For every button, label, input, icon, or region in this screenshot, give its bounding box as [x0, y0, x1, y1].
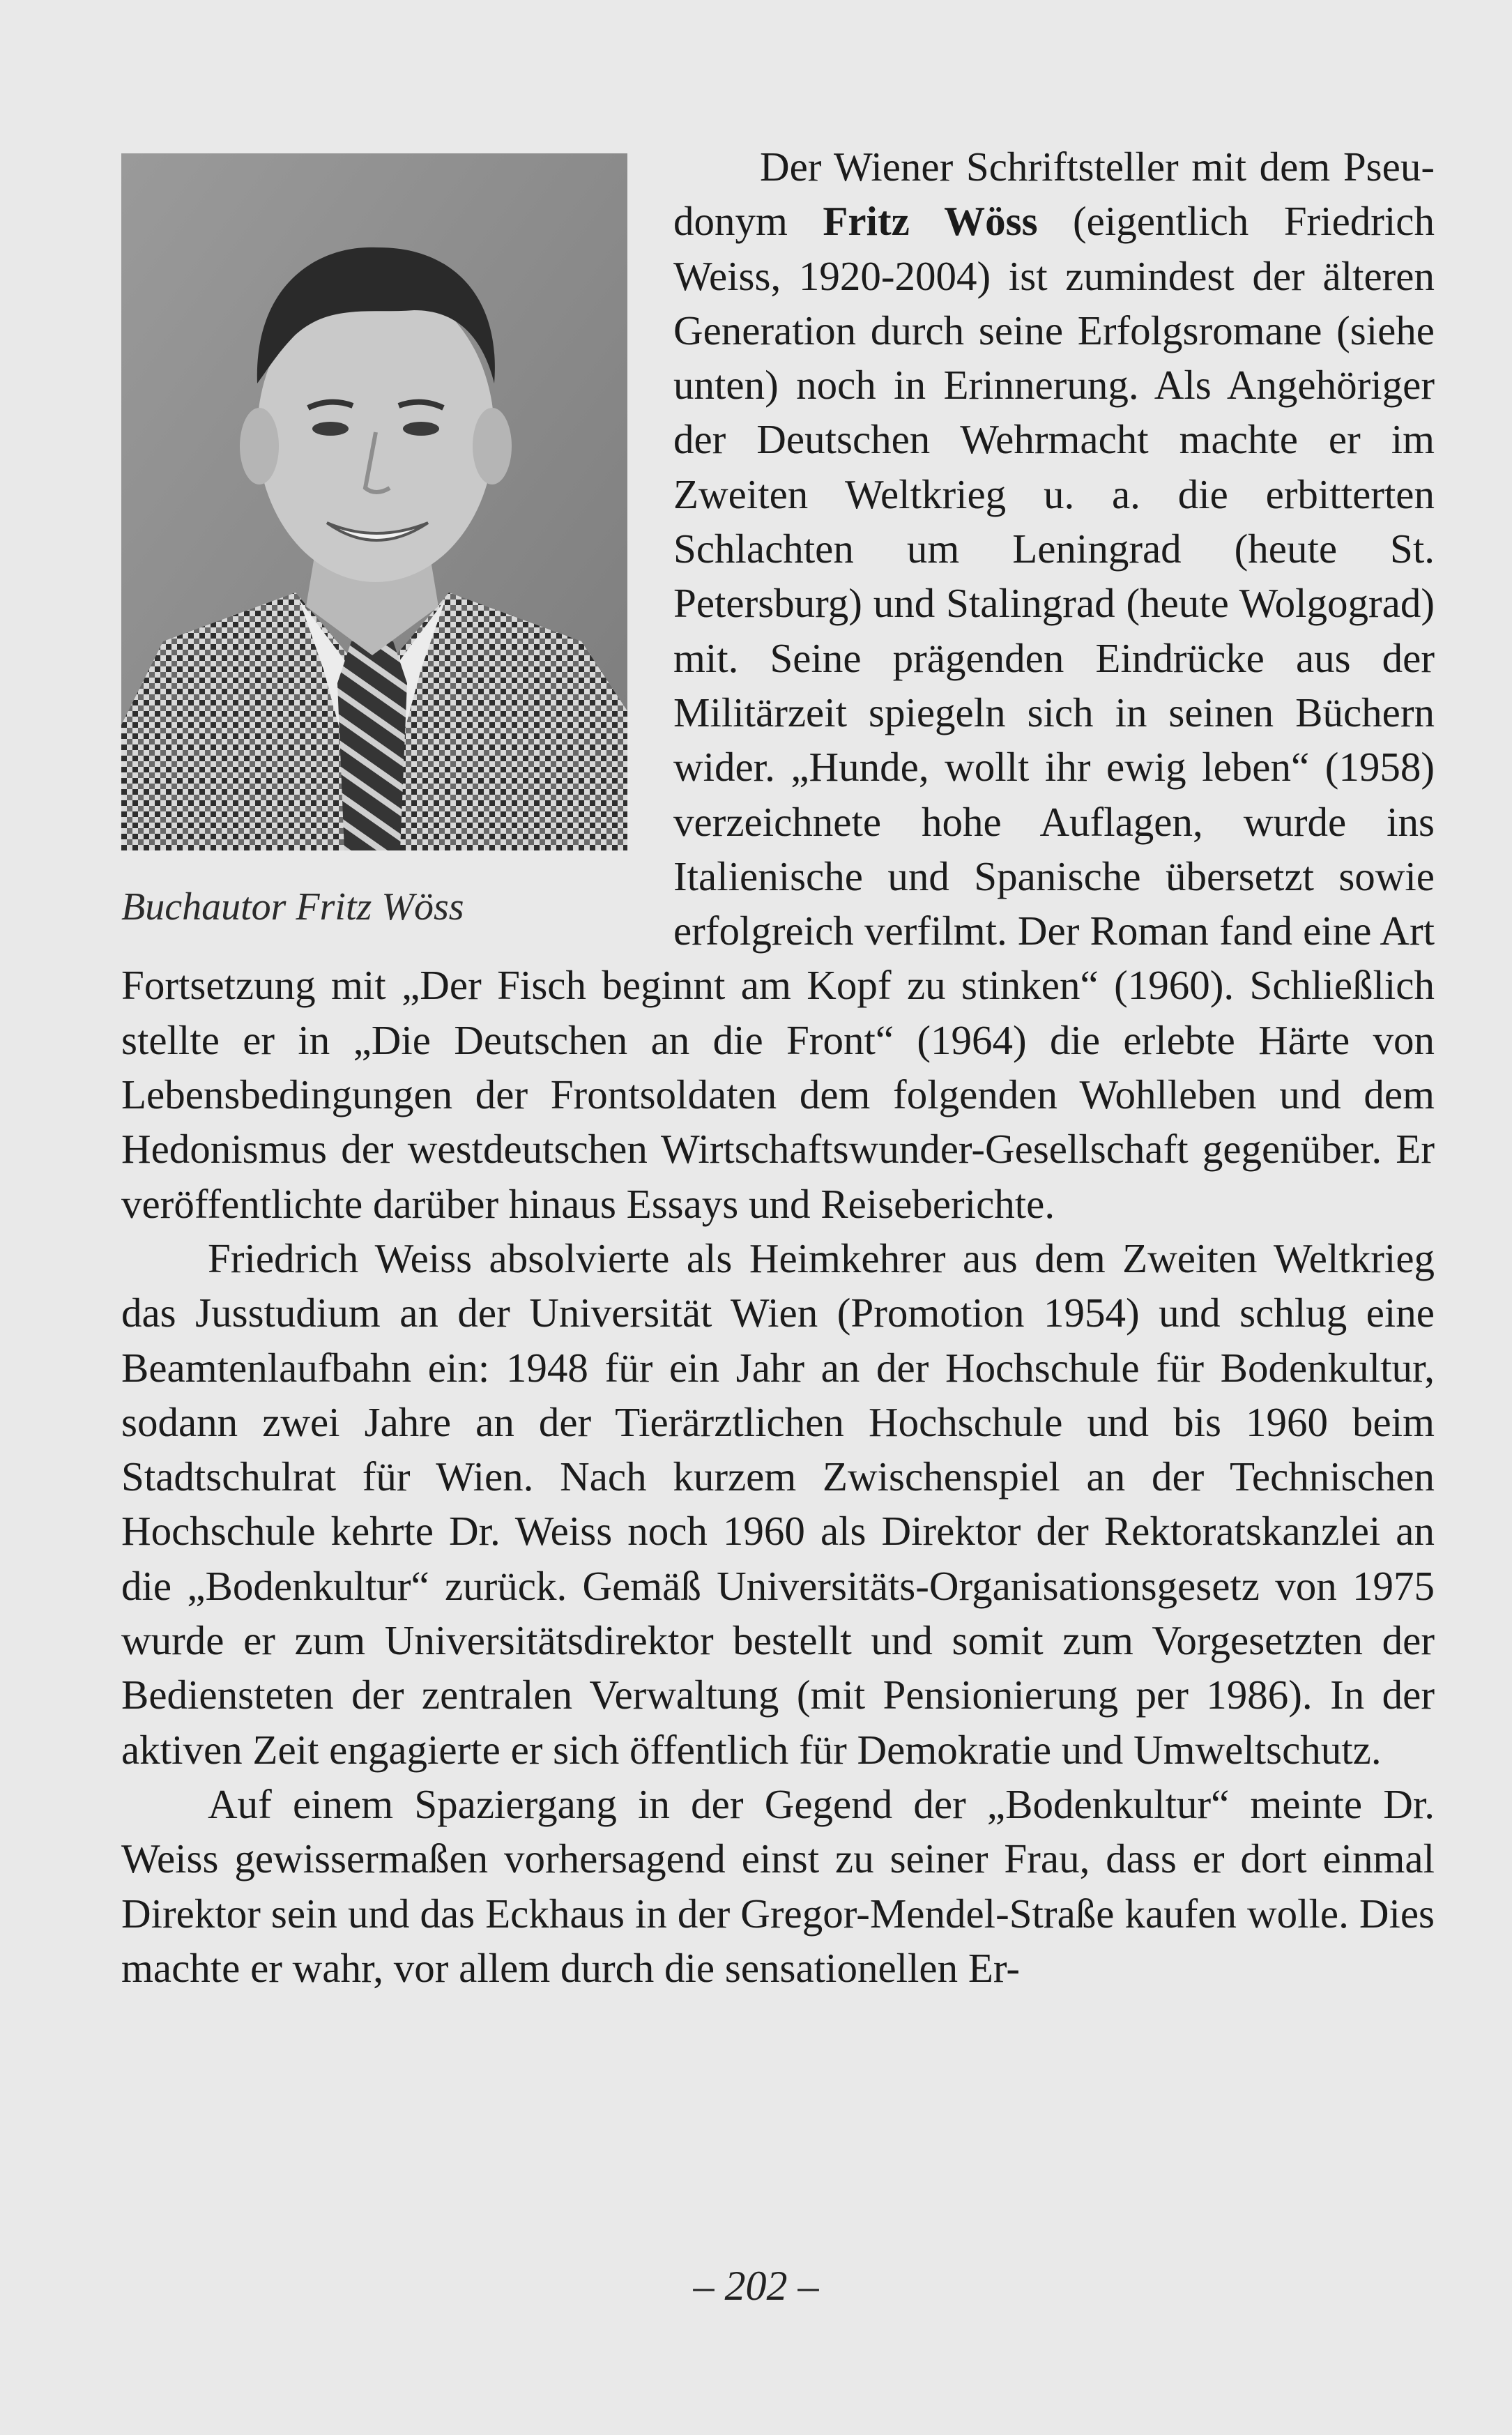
- paragraph-1-lead: Der Wiener Schriftsteller mit dem Pseudonym: [673, 144, 1435, 245]
- photo-caption: Buchautor Fritz Wöss: [121, 885, 464, 929]
- page-number: – 202 –: [693, 2263, 819, 2309]
- paragraph-3: Auf einem Spaziergang in der Gegend der „Bodenkultur“ meinte Dr. Weiss gewissermaßen vorhersagend einst zu seiner Frau, dass er dort einmal Direktor sein und das Eckhaus in der Gregor-Mendel-Straße kaufen wolle. Dies machte er wahr, vor allem durch die sensationellen Er-: [121, 1780, 1435, 1991]
- paragraph-2: Friedrich Weiss absolvierte als Heimkehrer aus dem Zweiten Weltkrieg das Jusstudium an der Universität Wien (Promotion 1954) und schlug eine Beamtenlaufbahn ein: 1948 für ein Jahr an der Hochschule für Bodenkultur, sodann zwei Jahre an der Tierärztlichen Hochschule und bis 1960 beim Stadtschulrat für Wien. Nach kurzem Zwischenspiel an der Technischen Hochschule kehrte Dr. Weiss noch 1960 als Direktor der Rektoratskanzlei an die „Bodenkultur“ zurück. Gemäß Universitäts-Organisationsgesetz von 1975 wurde er zum Universitätsdirektor bestellt und somit zum Vorgesetzten der Bediensteten der zentralen Verwaltung (mit Pensionierung per 1986). In der aktiven Zeit engagierte er sich öffentlich für Demokratie und Umweltschutz.: [121, 1235, 1435, 1773]
- author-figure: [121, 153, 637, 934]
- text-block: [121, 139, 1435, 1995]
- paragraph-1-rest: (eigentlich Friedrich Weiss, 1920-2004) ist zumindest der älteren Generation durch seine Erfolgsromane (siehe unten) noch in Erinnerung. Als Angehöriger der Deutschen Wehrmacht machte er im Zweiten Weltkrieg u. a. die erbitterten Schlachten um Leningrad (heute St. Petersburg) und Stalingrad (heute Wolgograd) mit. Seine prägenden Eindrücke aus der Militärzeit spiegeln sich in seinen Büchern wider. „Hunde, wollt ihr ewig leben“ (1958) verzeichnete hohe Auflagen, wurde ins Italienische und Spanische übersetzt sowie erfolgreich verfilmt. Der Roman fand eine Art Fortsetzung mit „Der Fisch beginnt am Kopf zu stinken“ (1960). Schließlich stellte er in „Die Deutschen an die Front“ (1964) die erlebte Härte von Lebensbedingungen der Frontsoldaten dem folgenden Wohlleben und dem Hedonismus der westdeutschen Wirtschaftswunder-Gesellschaft gegenüber. Er veröffentlichte darüber hinaus Essays und Reiseberichte.: [121, 198, 1435, 1227]
- author-portrait-photo: [121, 153, 627, 850]
- author-name-bold: Fritz Wöss: [823, 198, 1038, 245]
